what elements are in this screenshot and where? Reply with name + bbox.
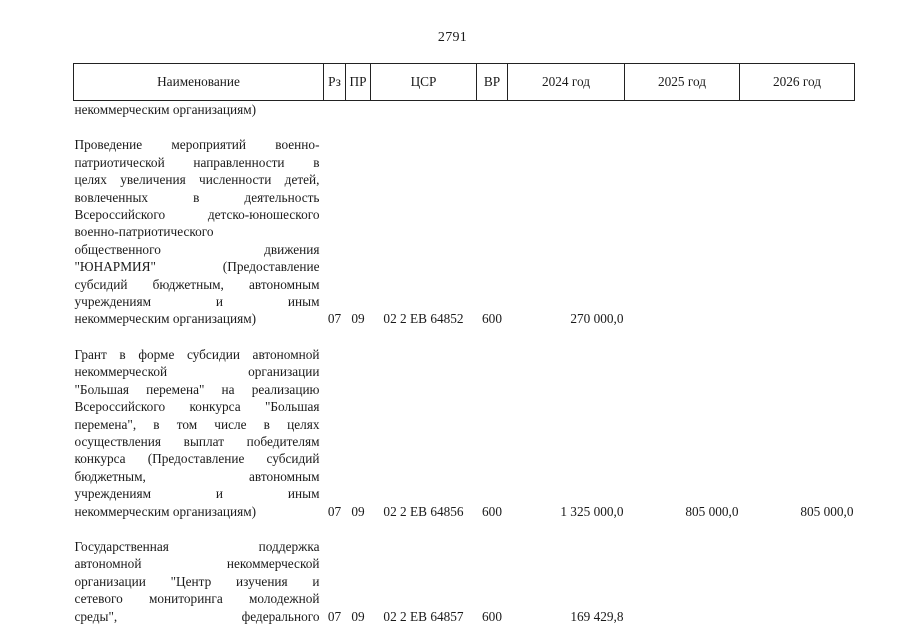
- header-rz: Рз: [324, 64, 346, 101]
- row-vr: 600: [482, 311, 502, 327]
- row-2024-value: 270 000,0: [570, 311, 624, 327]
- row-rz: 07: [327, 311, 342, 327]
- row-name-line: целях увеличения численности детей,: [74, 172, 320, 188]
- page-number: 2791: [437, 30, 468, 45]
- row-name-line: некоммерческим организациям): [74, 311, 257, 327]
- row-name-line: учреждениям и иным: [74, 294, 320, 310]
- table-header: [74, 64, 855, 101]
- row-name-line: осуществления выплат победителям: [74, 433, 320, 449]
- row-name-line: среды", федерального: [74, 608, 320, 624]
- table-row-continuation: [74, 101, 855, 127]
- budget-table: [73, 63, 855, 625]
- row-csr: 02 2 ЕВ 64857: [383, 608, 464, 624]
- row-name-line: Проведение мероприятий военно-: [74, 137, 320, 153]
- row-pr: 09: [351, 311, 365, 327]
- row-2025-value: 805 000,0: [685, 503, 739, 519]
- row-pr: 09: [351, 503, 365, 519]
- row-vr: 600: [482, 503, 502, 519]
- header-2024: 2024 год: [508, 64, 625, 101]
- row-rz: 07: [327, 503, 342, 519]
- row-name-line: Всероссийского конкурса "Большая: [74, 399, 320, 415]
- row-name-line: патриотической направленности в: [74, 154, 320, 170]
- row-name: [74, 126, 324, 335]
- row-name-line: Государственная поддержка: [74, 538, 320, 554]
- row-name-line: автономной некоммерческой: [74, 556, 320, 572]
- row-2026-value: 805 000,0: [800, 503, 854, 519]
- header-2025: 2025 год: [625, 64, 740, 101]
- row-name-line: "ЮНАРМИЯ" (Предоставление: [74, 259, 320, 275]
- row-name-line: организации "Центр изучения и: [74, 573, 320, 589]
- row-name-line: бюджетным, автономным: [74, 468, 320, 484]
- row-name-line: некоммерческим организациям): [74, 503, 257, 519]
- row-name-line: общественного движения: [74, 241, 320, 257]
- header-pr: ПР: [346, 64, 371, 101]
- row-name-line: Грант в форме субсидии автономной: [74, 346, 320, 362]
- row-csr: 02 2 ЕВ 64852: [383, 311, 464, 327]
- row-2024-value: 1 325 000,0: [560, 503, 624, 519]
- row-pr: 09: [351, 608, 365, 624]
- header-csr: ЦСР: [371, 64, 477, 101]
- table-row: [74, 126, 855, 335]
- row-name-line: сетевого мониторинга молодежной: [74, 591, 320, 607]
- table-body: [74, 101, 855, 625]
- row-name-line: Всероссийского детско-юношеского: [74, 207, 320, 223]
- row-name-line: некоммерческой организации: [74, 364, 320, 380]
- row-name: некоммерческим организациям): [74, 102, 257, 117]
- table-row: [74, 336, 855, 528]
- row-2026-value: [740, 126, 855, 335]
- row-name-line: конкурса (Предоставление субсидий: [74, 451, 320, 467]
- row-2025-value: [625, 126, 740, 335]
- row-name-line: "Большая перемена" на реализацию: [74, 381, 320, 397]
- header-vr: ВР: [477, 64, 508, 101]
- row-name-line: учреждениям и иным: [74, 486, 320, 502]
- row-name-line: вовлеченных в деятельность: [74, 189, 320, 205]
- header-name: Наименование: [74, 64, 324, 101]
- row-2026-value: [740, 528, 855, 625]
- header-2026: 2026 год: [740, 64, 855, 101]
- row-name-line: субсидий бюджетным, автономным: [74, 276, 320, 292]
- row-vr: 600: [482, 608, 502, 624]
- row-rz: 07: [327, 608, 342, 624]
- row-2024-value: 169 429,8: [570, 608, 624, 624]
- row-name: [74, 528, 324, 625]
- table-row: [74, 528, 855, 625]
- row-name: [74, 336, 324, 528]
- row-name-line: военно-патриотического: [74, 224, 214, 240]
- row-csr: 02 2 ЕВ 64856: [383, 503, 464, 519]
- row-name-line: перемена", в том числе в целях: [74, 416, 320, 432]
- row-2025-value: [625, 528, 740, 625]
